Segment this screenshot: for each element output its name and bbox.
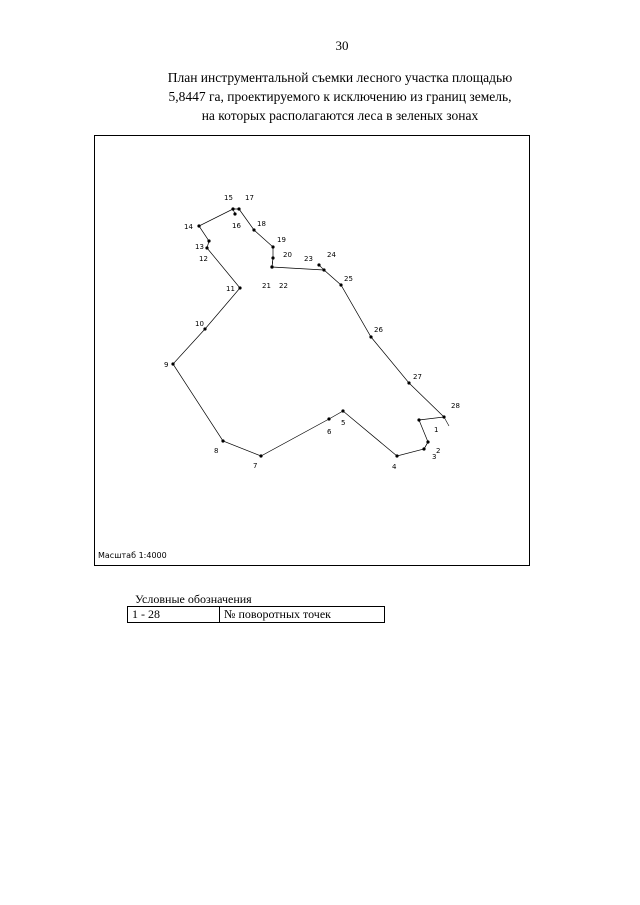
turning-point-marker xyxy=(317,263,320,266)
turning-point-marker xyxy=(252,228,255,231)
legend-title: Условные обозначения xyxy=(135,592,252,606)
turning-point-marker xyxy=(407,381,410,384)
turning-point-label: 23 xyxy=(304,255,313,263)
turning-point-marker xyxy=(231,207,234,210)
turning-point-marker xyxy=(171,362,174,365)
title-line: на которых располагаются леса в зеленых зонах xyxy=(201,108,479,123)
turning-point-label: 25 xyxy=(344,275,353,283)
legend-key: 1 - 28 xyxy=(128,607,220,622)
scale-label: Масштаб 1:4000 xyxy=(98,551,167,560)
turning-point-label: 8 xyxy=(214,447,219,455)
turning-point-marker xyxy=(233,212,236,215)
turning-point-label: 24 xyxy=(327,251,336,259)
turning-point-marker xyxy=(221,439,224,442)
turning-point-marker xyxy=(207,239,210,242)
turning-point-marker xyxy=(442,415,445,418)
turning-point-label: 22 xyxy=(279,282,288,290)
turning-point-marker xyxy=(417,418,420,421)
turning-point-label: 13 xyxy=(195,243,204,251)
turning-point-marker xyxy=(395,454,398,457)
turning-point-marker xyxy=(322,268,325,271)
boundary-plan xyxy=(95,136,529,565)
turning-point-label: 21 xyxy=(262,282,271,290)
turning-point-label: 18 xyxy=(257,220,266,228)
turning-point-marker xyxy=(238,286,241,289)
page-number: 30 xyxy=(335,38,349,53)
boundary-line xyxy=(173,209,444,456)
turning-point-label: 14 xyxy=(184,223,193,231)
turning-point-marker xyxy=(270,265,273,268)
document-title xyxy=(120,68,560,125)
turning-point-label: 28 xyxy=(451,402,460,410)
turning-point-label: 17 xyxy=(245,194,254,202)
turning-point-label: 26 xyxy=(374,326,383,334)
turning-point-label: 19 xyxy=(277,236,286,244)
turning-point-label: 3 xyxy=(432,453,437,461)
turning-point-marker xyxy=(197,224,200,227)
title-line: 5,8447 га, проектируемого к исключению из границ земель, xyxy=(168,89,512,104)
legend-table xyxy=(127,606,385,623)
turning-point-label: 6 xyxy=(327,428,332,436)
turning-point-marker xyxy=(205,246,208,249)
turning-point-marker xyxy=(271,256,274,259)
turning-point-label: 11 xyxy=(226,285,235,293)
turning-point-label: 27 xyxy=(413,373,422,381)
turning-point-marker xyxy=(422,447,425,450)
turning-point-label: 2 xyxy=(436,447,441,455)
turning-point-marker xyxy=(237,207,240,210)
turning-point-marker xyxy=(271,245,274,248)
turning-point-marker xyxy=(369,335,372,338)
turning-point-label: 15 xyxy=(224,194,233,202)
turning-point-marker xyxy=(327,417,330,420)
turning-point-marker xyxy=(426,440,429,443)
turning-point-marker xyxy=(341,409,344,412)
survey-plan-map xyxy=(94,135,530,566)
turning-point-label: 1 xyxy=(434,426,439,434)
turning-point-label: 16 xyxy=(232,222,241,230)
turning-point-label: 10 xyxy=(195,320,204,328)
turning-point-marker xyxy=(259,454,262,457)
turning-point-label: 12 xyxy=(199,255,208,263)
turning-point-label: 20 xyxy=(283,251,292,259)
turning-point-label: 5 xyxy=(341,419,346,427)
turning-point-label: 4 xyxy=(392,463,397,471)
turning-point-marker xyxy=(339,283,342,286)
turning-point-label: 9 xyxy=(164,361,169,369)
turning-point-label: 7 xyxy=(253,462,258,470)
legend-value: № поворотных точек xyxy=(224,607,331,621)
title-line: План инструментальной съемки лесного участка площадью xyxy=(167,70,513,85)
